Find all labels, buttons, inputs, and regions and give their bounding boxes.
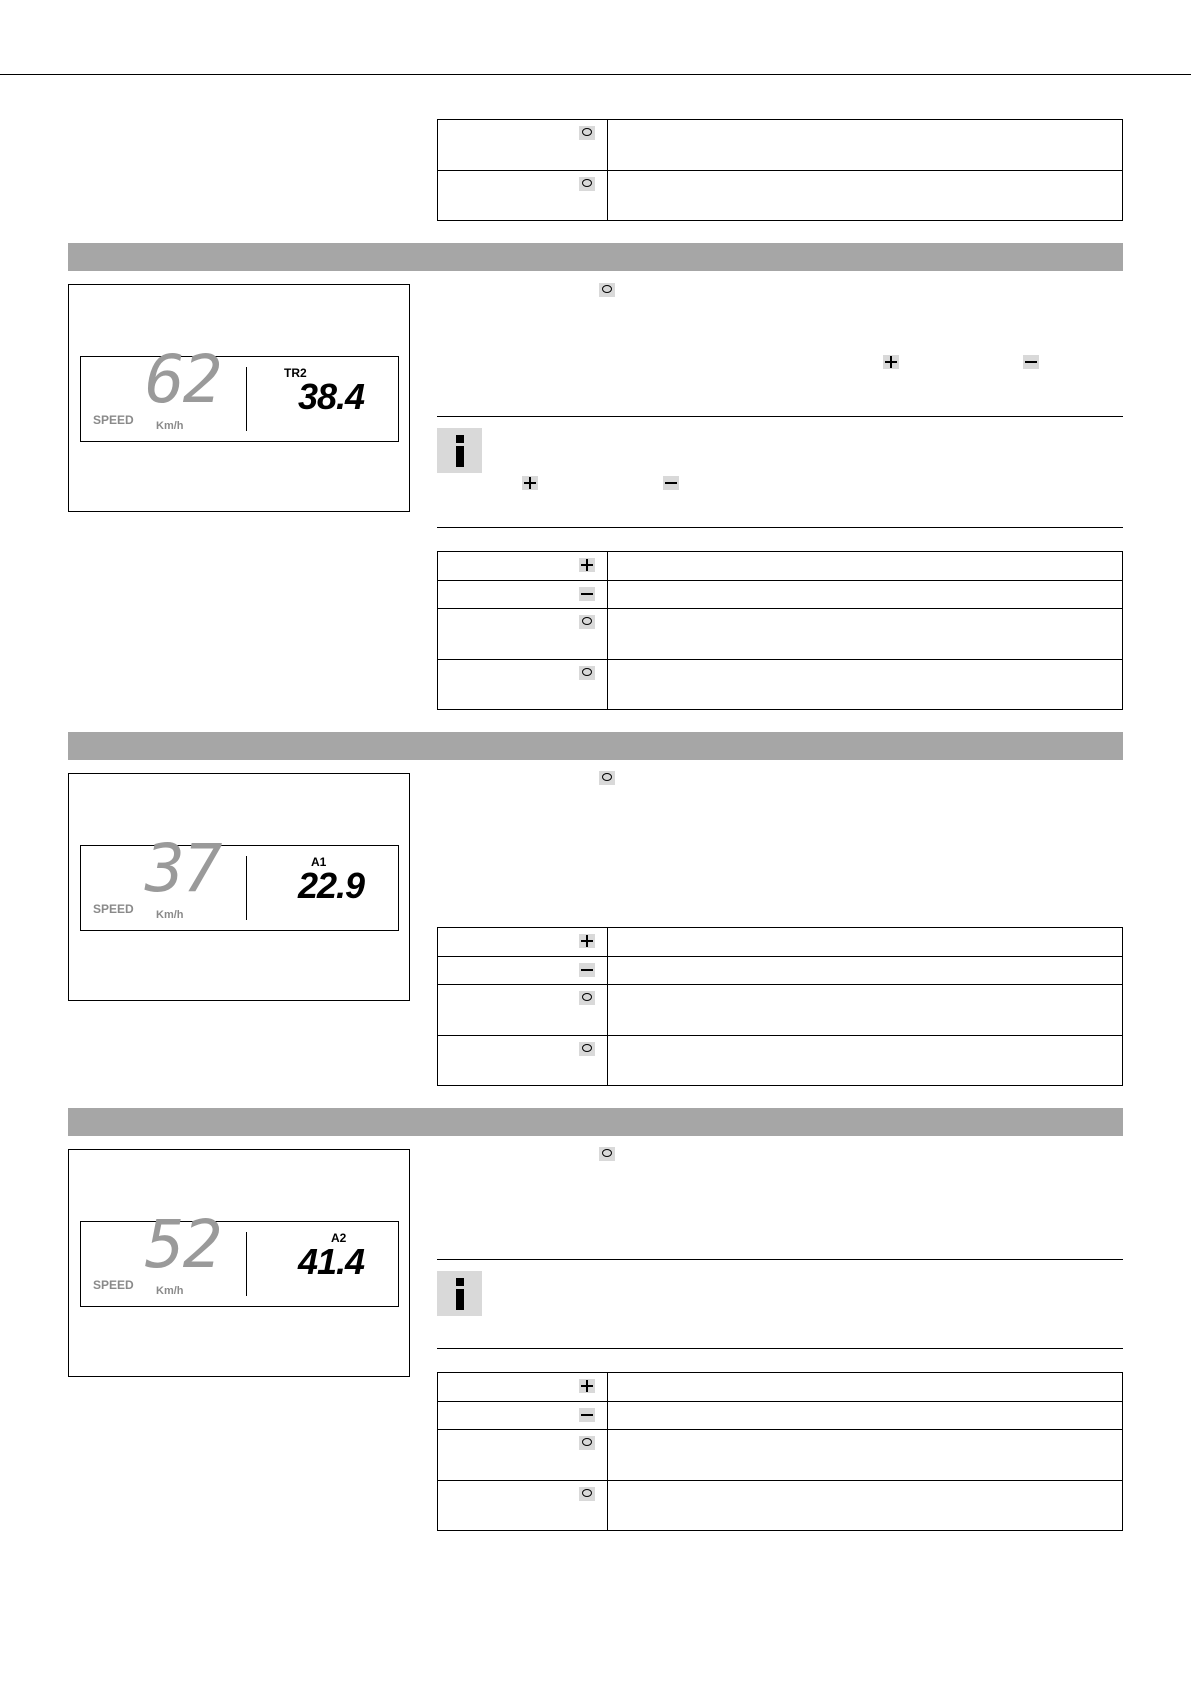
description-cell: [608, 120, 1122, 170]
button-table-top: [437, 119, 1123, 221]
description-cell: [608, 552, 1122, 580]
lcd-trip-value: 22.9: [298, 865, 365, 906]
circle-key-icon: [579, 177, 595, 191]
minus-key-icon: [579, 1408, 595, 1422]
button-cell: [438, 609, 608, 659]
circle-key-icon: [579, 1042, 595, 1056]
description-cell: [608, 609, 1122, 659]
description-cell: [608, 928, 1122, 956]
lcd-mode-label: TR2: [284, 366, 307, 380]
button-table: [437, 927, 1123, 1086]
section-header-bar: [68, 1108, 1123, 1136]
table-row: [438, 984, 1122, 1035]
lcd-speed-digits: 37: [145, 830, 221, 907]
button-cell: [438, 581, 608, 608]
circle-key-icon: [599, 1147, 615, 1161]
button-cell: [438, 1402, 608, 1429]
circle-key-icon: [579, 1487, 595, 1501]
description-cell: [608, 1402, 1122, 1429]
lcd-speed-digits: 62: [145, 341, 221, 418]
table-row: [438, 1480, 1122, 1530]
button-cell: [438, 1430, 608, 1480]
button-cell: [438, 1373, 608, 1401]
lcd-unit-label: Km/h: [156, 1285, 184, 1297]
table-row: [438, 1401, 1122, 1429]
description-cell: [608, 1373, 1122, 1401]
lcd-speed-label: SPEED: [93, 413, 134, 427]
description-cell: [608, 581, 1122, 608]
info-rule-bottom: [437, 527, 1123, 528]
button-table: [437, 1372, 1123, 1531]
minus-key-icon: [579, 587, 595, 601]
circle-key-icon: [599, 771, 615, 785]
section-header-bar: [68, 732, 1123, 760]
description-cell: [608, 957, 1122, 984]
lcd-speed-digits: 52: [145, 1206, 221, 1283]
plus-key-icon: [579, 934, 595, 948]
button-cell: [438, 660, 608, 709]
table-row: [438, 1429, 1122, 1480]
lcd-divider: [246, 856, 247, 920]
lcd-display: [80, 830, 399, 931]
button-table: [437, 551, 1123, 710]
lcd-display: [80, 341, 399, 442]
button-cell: [438, 171, 608, 220]
lcd-divider: [246, 1232, 247, 1296]
button-cell: [438, 957, 608, 984]
lcd-mode-label: A2: [331, 1231, 347, 1245]
button-cell: [438, 928, 608, 956]
info-icon: [437, 428, 482, 473]
description-cell: [608, 1430, 1122, 1480]
circle-key-icon: [579, 666, 595, 680]
lcd-divider: [246, 367, 247, 431]
table-row: [438, 580, 1122, 608]
lcd-speed-label: SPEED: [93, 902, 134, 916]
table-row: [438, 928, 1122, 956]
info-rule-bottom: [437, 1348, 1123, 1349]
display-figure: [68, 284, 410, 512]
table-row: [438, 659, 1122, 709]
button-cell: [438, 985, 608, 1035]
info-rule-top: [437, 1259, 1123, 1260]
lcd-display: [80, 1206, 399, 1307]
lcd-speed-label: SPEED: [93, 1278, 134, 1292]
lcd-trip-value: 41.4: [298, 1241, 365, 1282]
table-row: [438, 170, 1122, 220]
plus-key-icon: [579, 558, 595, 572]
circle-key-icon: [579, 991, 595, 1005]
circle-key-icon: [579, 1436, 595, 1450]
table-row: [438, 1035, 1122, 1085]
info-icon: [437, 1271, 482, 1316]
section-header-bar: [68, 243, 1123, 271]
button-cell: [438, 1481, 608, 1530]
description-cell: [608, 985, 1122, 1035]
table-row: [438, 1373, 1122, 1401]
minus-key-icon: [579, 963, 595, 977]
lcd-unit-label: Km/h: [156, 420, 184, 432]
button-cell: [438, 1036, 608, 1085]
circle-key-icon: [579, 615, 595, 629]
lcd-mode-label: A1: [311, 855, 327, 869]
circle-key-icon: [579, 126, 595, 140]
info-rule-top: [437, 416, 1123, 417]
description-cell: [608, 171, 1122, 220]
description-cell: [608, 1036, 1122, 1085]
plus-key-icon: [579, 1379, 595, 1393]
plus-key-icon: [883, 355, 899, 369]
table-row: [438, 608, 1122, 659]
button-cell: [438, 120, 608, 170]
description-cell: [608, 1481, 1122, 1530]
minus-key-icon: [1023, 355, 1039, 369]
lcd-trip-value: 38.4: [298, 376, 365, 417]
header-rule: [0, 74, 1191, 75]
button-cell: [438, 552, 608, 580]
table-row: [438, 956, 1122, 984]
plus-key-icon: [522, 476, 538, 490]
description-cell: [608, 660, 1122, 709]
circle-key-icon: [599, 283, 615, 297]
lcd-unit-label: Km/h: [156, 909, 184, 921]
display-figure: [68, 773, 410, 1001]
table-row: [438, 552, 1122, 580]
display-figure: [68, 1149, 410, 1377]
table-row: [438, 120, 1122, 170]
minus-key-icon: [663, 476, 679, 490]
